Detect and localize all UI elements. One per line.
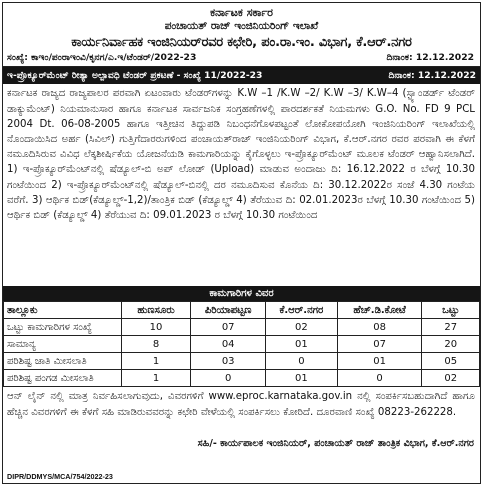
table-cell: 1 [121,353,191,370]
doc-code: DIPR/DDMYS/MCA/754/2022-23 [7,472,113,481]
body-paragraph: ಕರ್ನಾಟಕ ರಾಜ್ಯದ ರಾಜ್ಯಪಾಲರ ಪರವಾಗಿ ಏಟಂವಾರು ಟೆಂಡರ್‌ಗಳನ್ನು K.W –1 /K.W –2/ K.W –3/ K.W–4 (ಸ್ಟ್ಯಾಂಡರ್ಡ್ ಟೆಂಡರ್ ಡಾಕ್ಯುಮೆಂಟ್) ನಿಯಮಾನುಸಾರ ಹಾಗೂ ಕರ್ನಾಟಕ ಸಾರ್ವಜನಿಕ ಸಂಗ್ರಹಣೆಗಳಲ್ಲಿ ಪಾರದರ್ಶಕತೆ ನಿಯಮಗಳು G.O. No. FD 9 PCL 2004 Dt. 06-08-2005 ಹಾಗೂ ಇತ್ತೀಚಿನ ತಿದ್ದುಪಡಿ ನಿಬಂಧನೆಗೊಳಪಟ್ಟಂತೆ ಲೋಕೋಪಯೋಗಿ ಇಂಜಿನಿಯರಿಂಗ್ ಇಲಾಖೆಯಲ್ಲಿ ನೊಂದಾಯಿಸಿದ ಅರ್ಹ (ಸಿವಿಲ್) ಗುತ್ತಿಗೆದಾರರುಗಳಿಂದ ಪಂಚಾಯತ್‌ರಾಜ್ ಇಂಜಿನಿಯರಿಂಗ್ ವಿಭಾಗ, ಕೆ.ಆರ್.ನಗರ ರವರ ಪರವಾಗಿ ಈ ಕೆಳಗೆ ನಮೂದಿಸಿರುವ ವಿವಿಧ ಲೆಕ್ಕಶೀರ್ಷಿಕೆಯ ಯೋಜನೆಯಡಿ ಕಾಮಗಾರಿಯನ್ನು ಕೈಗೊಳ್ಳಲು ಇ-ಪ್ರೊಕ್ಯೂರ್‌ಮೆಂಟ್ ಮೂಲಕ ಟೆಂಡರ್ ಆಹ್ವಾನಿಸಲಾಗಿದೆ. 1) ಇ-ಪ್ರೊಕ್ಯೂರ್‌ಮೆಂಟ್‌ನಲ್ಲಿ ಷೆಡ್ಯೂಲ್-ಬಿ ಅಪ್ ಲೋಡ್ (Upload) ಮಾಡುವ ಅಂದಾಜು ದಿ: 16.12.2022 ರ ಬೆಳಗ್ಗೆ 10.30 ಗಂಟೆಯಿಂದ 2) ಇ-ಪ್ರೊಕ್ಯೂರ್‌ಮೆಂಟ್‌ನಲ್ಲಿ ಷೆಡ್ಯೂಲ್-ಬಿನಲ್ಲಿ ದರ ನಮೂದಿಸುವ ಕೊನೆಯ ದಿ: 30.12.2022ರ ಸಂಜೆ 4.30 ಗಂಟೆಯ ವರೆಗೆ. 3) ಆರ್ಥಿಕ ಬಿಡ್(ಕೆಡ್ಯೂಲ್ಡ್-1,2)/ತಾಂತ್ರಿಕ ಬಿಡ್ (ಕೆಡ್ಯೂಲ್ಡ್ 4) ತೆರೆಯುವ ದಿ: 02.01.2023ರ ಬೆಳಗ್ಗೆ 10.30 ಗಂಟೆಯಿಂದ 5) ಆರ್ಥಿಕ ಬಿಡ್ (ಕೆಡ್ಯೂಲ್ಡ್ 4) ತೆರೆಯುವ ದಿ: 09.01.2023 ರ ಬೆಳಗ್ಗೆ 10.30 ಗಂಟೆಯಿಂದ [7,88,475,221]
table-cell: 03 [191,353,266,370]
row-label: ಪರಿಶಿಷ್ಟ ಜಾತಿ ಮೀಸಲಾತಿ [4,353,122,370]
row-label: ಒಟ್ಟು ಕಾಮಗಾರಿಗಳ ಸಂಖ್ಯೆ [4,319,122,336]
table-cell: 27 [422,319,480,336]
table-cell: 01 [266,336,338,353]
table-row [4,319,480,336]
department-title: ಪಂಚಾಯತ್ ರಾಜ್ ಇಂಜಿನಿಯರಿಂಗ್ ಇಲಾಖೆ [164,20,319,33]
table-cell: 05 [422,353,480,370]
footer-paragraph: ಆನ್ ಲೈನ್ ನಲ್ಲಿ ಮಾತ್ರ ನಿರ್ವಹಿಸಲಾಗುವುದು, ವಿವರಗಳಿಗೆ www.eproc.karnataka.gov.in ನಲ್ಲಿ ಸಂಪರ್ಕಿಸಬಹುದಾಗಿದೆ ಹಾಗೂ ಹೆಚ್ಚಿನ ವಿವರಗಳಿಗೆ ಈ ಕೆಳಗೆ ಸಹಿ ಮಾಡಿರುವವರನ್ನು ಕಛೇರಿ ವೇಳೆಯಲ್ಲಿ ಸಂಪರ್ಕಿಸಲು ಕೋರಿದೆ. ದೂರವಾಣಿ ಸಂಖ್ಯೆ 08223-262228. [7,391,475,418]
reference-row [3,50,480,67]
tender-notice [2,2,481,484]
table-cell: 10 [121,319,191,336]
header-hunsur: ಹುಣಸೂರು [121,302,191,319]
table-header-row [4,302,480,319]
header-kr-nagar: ಕೆ.ಆರ್.ನಗರ [266,302,338,319]
table-cell: 8 [121,336,191,353]
table-cell: 0 [191,370,266,387]
table-cell: 01 [337,353,422,370]
tender-banner [3,67,480,84]
table-cell: 07 [337,336,422,353]
table-cell: 08 [337,319,422,336]
govt-title: ಕರ್ನಾಟಕ ಸರ್ಕಾರ [210,6,273,19]
notice-footer [3,387,480,435]
table-cell: 01 [266,370,338,387]
table-row [4,370,480,387]
header-total: ಒಟ್ಟು [422,302,480,319]
reference-number: ಸಂಖ್ಯೆ: ಕಾಇಂ/ಪಂರಾಇಂವಿ/ಕೃನಗ/ಎ.ಇ/ಟೆಂಡರ್/2022-23 [7,52,197,64]
table-cell: 0 [337,370,422,387]
table-cell: 02 [422,370,480,387]
tender-banner-title: ಇ-ಪ್ರೊಕ್ಯೂರ್‌ಮೆಂಟ್ ರೀತ್ಯಾ ಅಲ್ಪಾವಧಿ ಟೆಂಡರ್ ಪ್ರಕಟಣೆ - ಸಂಖ್ಯೆ 11/2022-23 [7,70,263,82]
table-cell: 02 [266,319,338,336]
table-cell: 1 [121,370,191,387]
header-hd-kote: ಹೆಚ್.ಡಿ.ಕೋಟೆ [337,302,422,319]
tender-banner-date: ದಿನಾಂಕ: 12.12.2022 [388,70,476,82]
header-taluk: ತಾಲ್ಲೂಕು [4,302,122,319]
table-cell: 07 [191,319,266,336]
works-table [3,301,480,387]
signature-line: ಸಹಿ/- ಕಾರ್ಯಪಾಲಕ ಇಂಜಿನಿಯರ್, ಪಂಚಾಯತ್ ರಾಜ್ ತಾಂತ್ರಿಕ ವಿಭಾಗ, ಕೆ.ಆರ್.ನಗರ [197,438,474,450]
works-table-title: ಕಾಮಗಾರಿಗಳ ವಿವರ [3,286,480,301]
table-cell: 0 [266,353,338,370]
table-row [4,336,480,353]
row-label: ಪರಿಶಿಷ್ಟ ಪಂಗಡ ಮೀಸಲಾತಿ [4,370,122,387]
table-row [4,353,480,370]
office-title: ಕಾರ್ಯನಿರ್ವಾಹಕ ಇಂಜಿನಿಯರ್‌ರವರ ಕಛೇರಿ, ಪಂ.ರಾ.ಇಂ. ವಿಭಾಗ, ಕೆ.ಆರ್.ನಗರ [71,34,412,50]
row-label: ಸಾಮಾನ್ಯ [4,336,122,353]
header-periyapatna: ಪಿರಿಯಾಪಟ್ಟಣ [191,302,266,319]
notice-body [3,84,480,285]
reference-date: ದಿನಾಂಕ: 12.12.2022 [386,52,474,64]
table-cell: 20 [422,336,480,353]
table-cell: 04 [191,336,266,353]
